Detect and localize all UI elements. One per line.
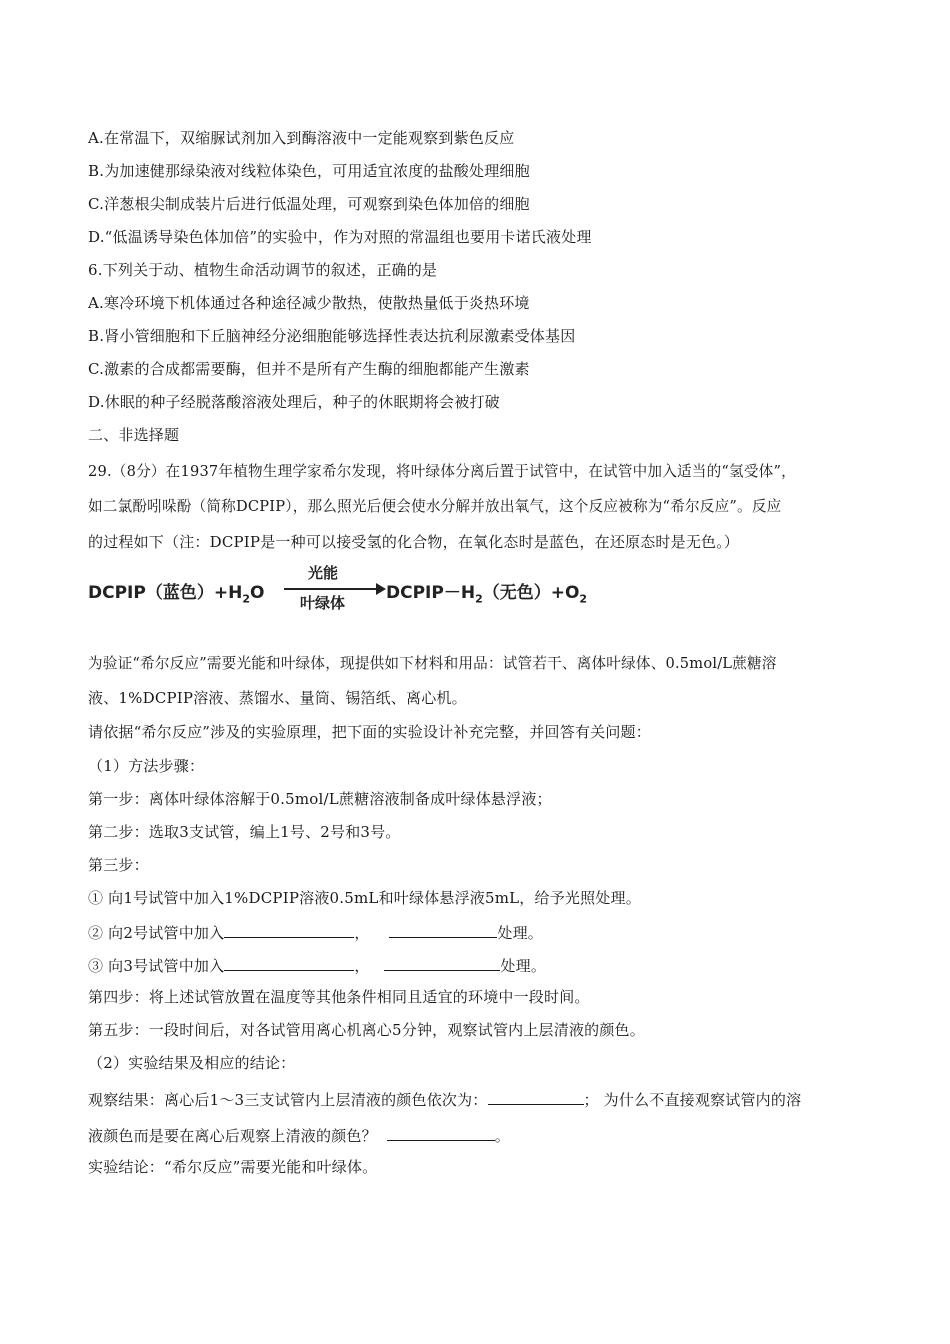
step-2: 第二步：选取3支试管，编上1号、2号和3号。 [88, 823, 401, 841]
equation-condition-chloroplast: 叶绿体 [300, 594, 346, 612]
step-5: 第五步：一段时间后，对各试管用离心机离心5分钟，观察试管内上层清液的颜色。 [88, 1021, 645, 1039]
part1-title: （1）方法步骤： [88, 757, 205, 775]
reaction-arrow [284, 588, 382, 590]
q6-option-d: D.休眠的种子经脱落酸溶液处理后，种子的休眠期将会被打破 [88, 393, 500, 411]
step-1: 第一步：离体叶绿体溶解于0.5mol/L蔗糖溶液制备成叶绿体悬浮液； [88, 790, 552, 808]
step-3-3: ③ 向3号试管中加入 ， 处理。 [88, 954, 546, 976]
answer-blank-3a[interactable] [224, 954, 354, 971]
q5-option-d: D.“低温诱导染色体加倍”的实验中，作为对照的常温组也要用卡诺氏液处理 [88, 228, 592, 246]
answer-blank-3b[interactable] [384, 954, 500, 971]
step-3-2: ② 向2号试管中加入 ， 处理。 [88, 921, 543, 943]
step-3-1: ① 向1号试管中加入1%DCPIP溶液0.5mL和叶绿体悬浮液5mL，给予光照处理。 [88, 889, 641, 907]
equation-products: $DCPIP-H_2$（无色）$+O_2$ [386, 583, 588, 606]
answer-blank-colors[interactable] [488, 1088, 584, 1105]
result-line-1: 观察结果：离心后1～3三支试管内上层清液的颜色依次为： ； 为什么不直接观察试管内的溶 [88, 1088, 801, 1110]
answer-blank-2a[interactable] [224, 921, 354, 938]
equation-reactants: DCPIP（蓝色）$+H_2O$ [88, 583, 265, 606]
step-3: 第三步： [88, 856, 149, 874]
result-line-2: 液颜色而是要在离心后观察上清液的颜色？ 。 [88, 1124, 510, 1146]
q6-option-a: A.寒冷环境下机体通过各种途径减少散热，使散热量低于炎热环境 [88, 294, 530, 312]
q29-intro-line-2: 如二氯酚吲哚酚（简称DCPIP），那么照光后便会使水分解并放出氧气，这个反应被称为“希尔反应”。反应 [88, 498, 782, 515]
q6-option-b: B.肾小管细胞和下丘脑神经分泌细胞能够选择性表达抗利尿激素受体基因 [88, 327, 576, 345]
materials-line-1: 为验证“希尔反应”需要光能和叶绿体，现提供如下材料和用品：试管若干、离体叶绿体、0.5mol/L蔗糖溶 [88, 655, 777, 672]
q29-intro-line-1: 29.（8分）在1937年植物生理学家希尔发现，将叶绿体分离后置于试管中，在试管中加入适当的“氢受体”， [88, 463, 796, 480]
instruction: 请依据“希尔反应”涉及的实验原理，把下面的实验设计补充完整，并回答有关问题： [88, 723, 651, 741]
conclusion: 实验结论：“希尔反应”需要光能和叶绿体。 [88, 1158, 378, 1176]
materials-line-2: 液、1%DCPIP溶液、蒸馏水、量筒、锡箔纸、离心机。 [88, 689, 467, 707]
step-4: 第四步：将上述试管放置在温度等其他条件相同且适宜的环境中一段时间。 [88, 988, 590, 1006]
section-title: 二、非选择题 [88, 426, 180, 444]
part2-title: （2）实验结果及相应的结论： [88, 1054, 296, 1072]
hill-reaction-equation [88, 566, 588, 616]
q5-option-a: A.在常温下，双缩脲试剂加入到酶溶液中一定能观察到紫色反应 [88, 129, 515, 147]
answer-blank-reason[interactable] [387, 1124, 495, 1141]
q5-option-c: C.洋葱根尖制成装片后进行低温处理，可观察到染色体加倍的细胞 [88, 195, 530, 213]
q5-option-b: B.为加速健那绿染液对线粒体染色，可用适宜浓度的盐酸处理细胞 [88, 162, 530, 180]
q29-intro-line-3: 的过程如下（注：DCPIP是一种可以接受氢的化合物，在氧化态时是蓝色，在还原态时是无色。） [88, 533, 740, 551]
answer-blank-2b[interactable] [389, 921, 497, 938]
q6-stem: 6.下列关于动、植物生命活动调节的叙述，正确的是 [88, 261, 438, 279]
arrow-head-icon [376, 583, 386, 595]
q6-option-c: C.激素的合成都需要酶，但并不是所有产生酶的细胞都能产生激素 [88, 360, 530, 378]
equation-condition-light: 光能 [308, 564, 339, 582]
